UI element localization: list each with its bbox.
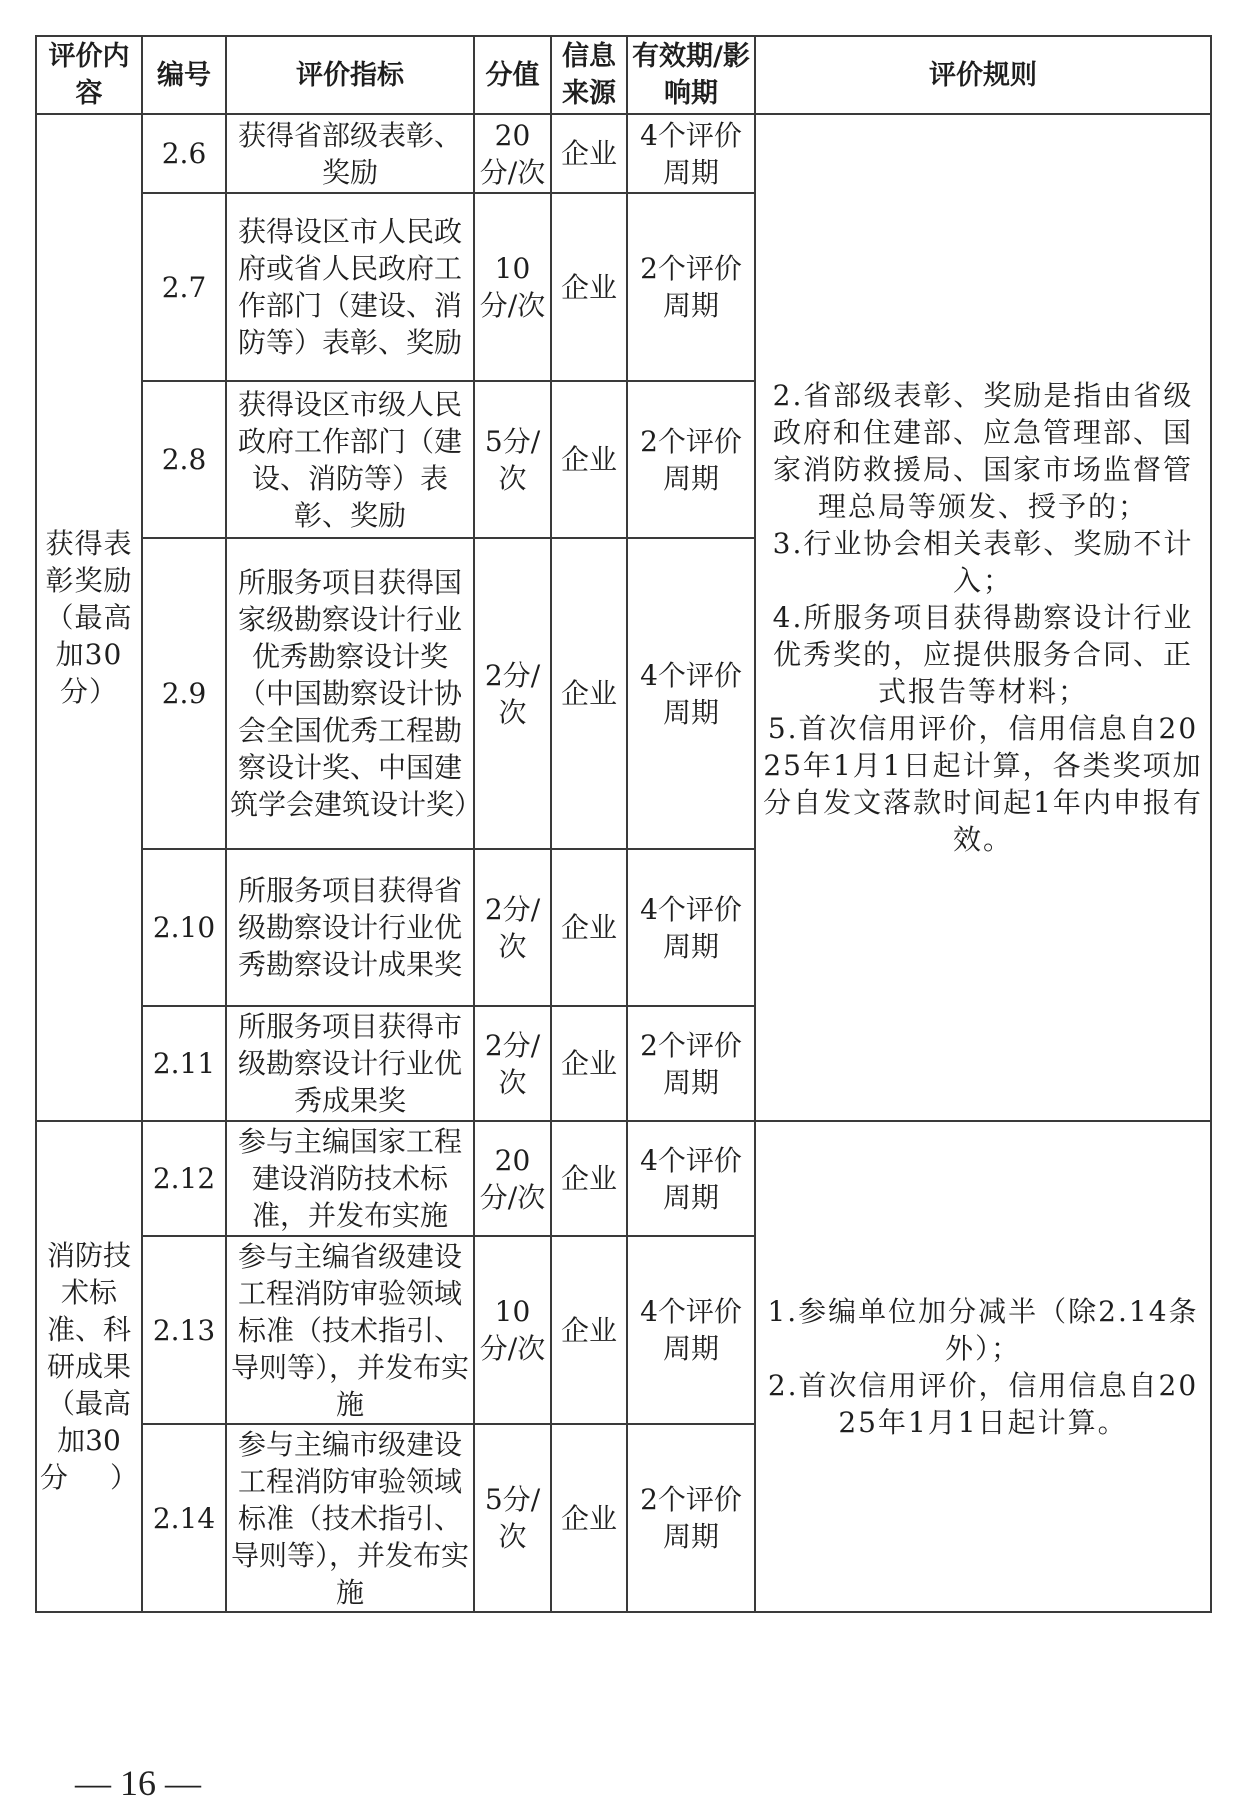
source-cell: 企业 xyxy=(551,849,627,1006)
source-cell: 企业 xyxy=(551,193,627,381)
rules-cell xyxy=(755,114,1211,1121)
header-indicator: 评价指标 xyxy=(226,36,474,114)
validity-cell: 2个评价周期 xyxy=(627,1006,755,1121)
score-cell: 10分/次 xyxy=(474,193,551,381)
number-cell: 2.14 xyxy=(142,1424,226,1612)
source-cell: 企业 xyxy=(551,1236,627,1424)
source-cell: 企业 xyxy=(551,114,627,193)
header-category: 评价内容 xyxy=(36,36,142,114)
indicator-cell: 所服务项目获得市级勘察设计行业优秀成果奖 xyxy=(226,1006,474,1121)
indicator-cell: 获得设区市人民政府或省人民政府工作部门（建设、消防等）表彰、奖励 xyxy=(226,193,474,381)
indicator-cell: 所服务项目获得省级勘察设计行业优秀勘察设计成果奖 xyxy=(226,849,474,1006)
source-cell: 企业 xyxy=(551,381,627,538)
rules-cell xyxy=(755,1121,1211,1612)
validity-cell: 2个评价周期 xyxy=(627,1424,755,1612)
score-cell: 20分/次 xyxy=(474,1121,551,1236)
number-cell: 2.9 xyxy=(142,538,226,849)
category-cell: 消防技术标准、科研成果（最高加30分） xyxy=(36,1121,142,1612)
source-cell: 企业 xyxy=(551,1121,627,1236)
score-cell: 10分/次 xyxy=(474,1236,551,1424)
rules-text: 2.省部级表彰、奖励是指由省级政府和住建部、应急管理部、国家消防救援局、国家市场监督管理总局等颁发、授予的； 3.行业协会相关表彰、奖励不计入； 4.所服务项目获得勘察设计行业优秀奖的，应提供服务合同、正式报告等材料； 5.首次信用评价，信用信息自2025年1月1日起计算，各类奖项加分自发文落款时间起1年内申报有效。 xyxy=(763,379,1203,856)
score-cell: 5分/次 xyxy=(474,1424,551,1612)
rules-text: 1.参编单位加分减半（除2.14条外）； 2.首次信用评价，信用信息自2025年1月1日起计算。 xyxy=(767,1294,1199,1439)
number-cell: 2.12 xyxy=(142,1121,226,1236)
number-cell: 2.11 xyxy=(142,1006,226,1121)
indicator-cell: 获得设区市级人民政府工作部门（建设、消防等）表彰、奖励 xyxy=(226,381,474,538)
number-cell: 2.10 xyxy=(142,849,226,1006)
validity-cell: 4个评价周期 xyxy=(627,538,755,849)
indicator-cell: 参与主编省级建设工程消防审验领域标准（技术指引、导则等），并发布实施 xyxy=(226,1236,474,1424)
validity-cell: 2个评价周期 xyxy=(627,193,755,381)
indicator-cell: 获得省部级表彰、奖励 xyxy=(226,114,474,193)
evaluation-table xyxy=(35,35,1212,1613)
score-cell: 20分/次 xyxy=(474,114,551,193)
page-number: — 16 — xyxy=(75,1763,201,1803)
score-cell: 2分/次 xyxy=(474,1006,551,1121)
number-cell: 2.13 xyxy=(142,1236,226,1424)
indicator-cell: 参与主编国家工程建设消防技术标准，并发布实施 xyxy=(226,1121,474,1236)
header-source: 信息来源 xyxy=(551,36,627,114)
number-cell: 2.6 xyxy=(142,114,226,193)
number-cell: 2.7 xyxy=(142,193,226,381)
validity-cell: 4个评价周期 xyxy=(627,1236,755,1424)
header-rules: 评价规则 xyxy=(755,36,1211,114)
number-cell: 2.8 xyxy=(142,381,226,538)
score-cell: 2分/次 xyxy=(474,538,551,849)
header-validity: 有效期/影响期 xyxy=(627,36,755,114)
table-row xyxy=(36,114,1211,193)
validity-cell: 2个评价周期 xyxy=(627,381,755,538)
category-cell: 获得表彰奖励（最高加30分） xyxy=(36,114,142,1121)
source-cell: 企业 xyxy=(551,538,627,849)
validity-cell: 4个评价周期 xyxy=(627,114,755,193)
validity-cell: 4个评价周期 xyxy=(627,1121,755,1236)
source-cell: 企业 xyxy=(551,1424,627,1612)
header-row xyxy=(36,36,1211,114)
table-row xyxy=(36,1121,1211,1236)
header-score: 分值 xyxy=(474,36,551,114)
score-cell: 5分/次 xyxy=(474,381,551,538)
score-cell: 2分/次 xyxy=(474,849,551,1006)
indicator-cell: 所服务项目获得国家级勘察设计行业优秀勘察设计奖（中国勘察设计协会全国优秀工程勘察设计奖、中国建筑学会建筑设计奖） xyxy=(226,538,474,849)
validity-cell: 4个评价周期 xyxy=(627,849,755,1006)
header-number: 编号 xyxy=(142,36,226,114)
source-cell: 企业 xyxy=(551,1006,627,1121)
indicator-cell: 参与主编市级建设工程消防审验领域标准（技术指引、导则等），并发布实施 xyxy=(226,1424,474,1612)
